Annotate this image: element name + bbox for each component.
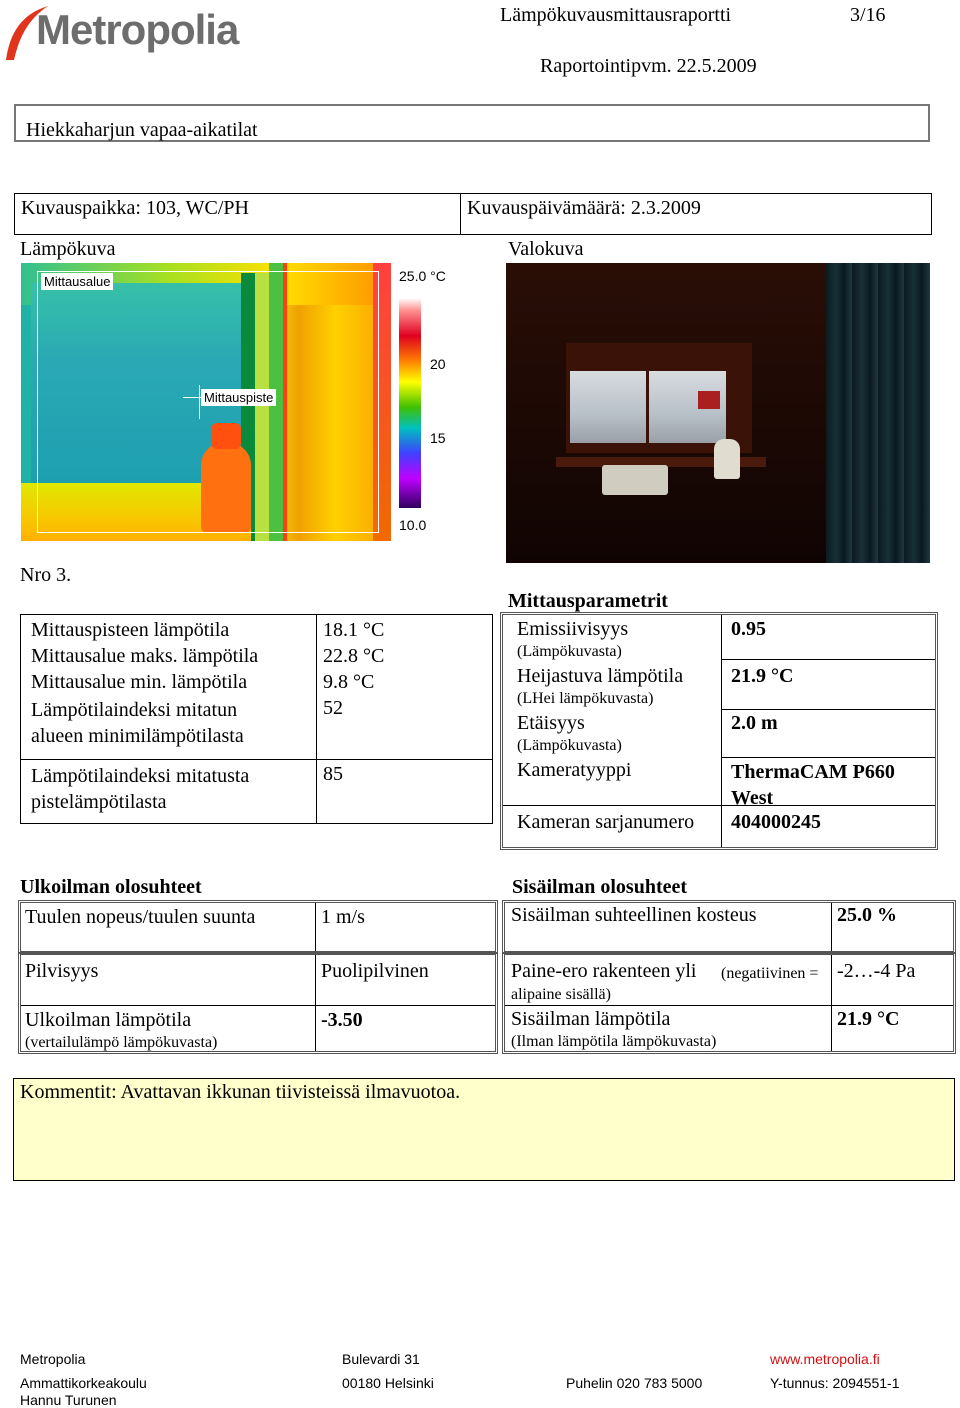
logo-text: Metropolia <box>36 6 239 53</box>
metropolia-logo <box>2 2 272 64</box>
photo <box>506 263 930 563</box>
thermal-title: Lämpökuva <box>20 238 116 260</box>
footer-city: 00180 Helsinki <box>342 1375 434 1391</box>
report-date: Raportointipvm. 22.5.2009 <box>540 55 757 77</box>
comments-box <box>13 1078 955 1181</box>
parameter-value: 2.0 m <box>731 712 778 734</box>
scale-min: 10.0 <box>399 517 427 533</box>
footer-website-link[interactable]: www.metropolia.fi <box>770 1351 880 1367</box>
wind-value: 1 m/s <box>321 906 365 928</box>
scale-mid1: 20 <box>430 356 446 372</box>
color-scale-bar <box>399 298 421 508</box>
indoor-temp-label: Sisäilman lämpötila <box>511 1008 671 1030</box>
footer-person: Hannu Turunen <box>20 1392 117 1408</box>
measurement-label: Lämpötilaindeksi mitatusta pistelämpötilasta <box>31 765 250 813</box>
thermal-image <box>21 263 391 541</box>
outdoor-temp-value: -3.50 <box>321 1009 363 1031</box>
parameter-label: Kameran sarjanumero <box>517 811 695 833</box>
scale-mid2: 15 <box>430 430 446 446</box>
parameters-title: Mittausparametrit <box>508 590 668 612</box>
measurement-value: 52 <box>323 697 343 719</box>
pressure-value: -2…-4 Pa <box>837 960 916 982</box>
parameter-label: Heijastuva lämpötila <box>517 665 684 687</box>
outdoor-table <box>18 900 498 954</box>
parameter-label: Emissiivisyys <box>517 618 629 640</box>
footer-phone: Puhelin 020 783 5000 <box>566 1375 703 1391</box>
location-place: Kuvauspaikka: 103, WC/PH <box>21 197 249 219</box>
indoor-temp-sub: (Ilman lämpötila lämpökuvasta) <box>511 1033 717 1050</box>
site-box <box>14 104 930 142</box>
parameter-value: 404000245 <box>731 811 821 833</box>
measurement-value: 18.1 °C <box>323 619 385 641</box>
parameter-sub: (LHei lämpökuvasta) <box>517 690 654 707</box>
parameter-label: Kameratyyppi <box>517 759 632 781</box>
page-number: 3/16 <box>850 4 886 26</box>
comments-text: Kommentit: Avattavan ikkunan tiivisteissä ilmavuotoa. <box>20 1081 461 1103</box>
location-box <box>14 193 932 235</box>
wind-label: Tuulen nopeus/tuulen suunta <box>25 906 256 928</box>
cloud-label: Pilvisyys <box>25 960 99 982</box>
indoor-title: Sisäilman olosuhteet <box>512 876 688 898</box>
scale-max: 25.0 °C <box>399 268 446 284</box>
parameter-value: 21.9 °C <box>731 665 794 687</box>
footer-street: Bulevardi 31 <box>342 1351 420 1367</box>
parameter-value: 0.95 <box>731 618 766 640</box>
image-number: Nro 3. <box>20 564 72 586</box>
footer-name: Metropolia <box>20 1351 86 1367</box>
parameter-sub: (Lämpökuvasta) <box>517 737 622 754</box>
crosshair-icon <box>199 385 200 419</box>
measurement-point-label: Mittauspiste <box>201 389 276 406</box>
measurement-area-label: Mittausalue <box>41 273 113 290</box>
measurement-label: Lämpötilaindeksi mitatun alueen minimilämpötilasta <box>31 699 244 747</box>
outdoor-title: Ulkoilman olosuhteet <box>20 876 202 898</box>
humidity-label: Sisäilman suhteellinen kosteus <box>511 904 757 926</box>
parameter-label: Etäisyys <box>517 712 585 734</box>
photo-title: Valokuva <box>508 238 584 260</box>
pressure-sub: (negatiivinen = alipaine sisällä) <box>511 965 819 1003</box>
cloud-value: Puolipilvinen <box>321 960 429 982</box>
measurements-table <box>20 614 493 824</box>
outdoor-temp-sub: (vertailulämpö lämpökuvasta) <box>25 1034 218 1051</box>
parameters-table <box>500 612 938 850</box>
measurement-label: Mittausalue maks. lämpötila <box>31 645 259 667</box>
parameter-value: ThermaCAM P660 West <box>731 761 895 809</box>
humidity-value: 25.0 % <box>837 904 897 926</box>
location-date: Kuvauspäivämäärä: 2.3.2009 <box>467 197 701 219</box>
measurement-value: 85 <box>323 763 343 785</box>
measurement-label: Mittauspisteen lämpötila <box>31 619 230 641</box>
indoor-table <box>502 900 956 954</box>
measurement-label: Mittausalue min. lämpötila <box>31 671 248 693</box>
indoor-table-2 <box>502 952 956 1054</box>
footer-business-id: Y-tunnus: 2094551-1 <box>770 1375 900 1391</box>
footer-org: Ammattikorkeakoulu <box>20 1375 147 1391</box>
measurement-value: 22.8 °C <box>323 645 385 667</box>
site-name: Hiekkaharjun vapaa-aikatilat <box>26 119 258 141</box>
parameter-sub: (Lämpökuvasta) <box>517 643 622 660</box>
outdoor-temp-label: Ulkoilman lämpötila <box>25 1009 192 1031</box>
report-title: Lämpökuvausmittausraportti <box>500 4 732 26</box>
pressure-label: Paine-ero rakenteen yli <box>511 960 697 982</box>
measurement-value: 9.8 °C <box>323 671 375 693</box>
outdoor-table-2 <box>18 952 498 1054</box>
indoor-temp-value: 21.9 °C <box>837 1008 900 1030</box>
